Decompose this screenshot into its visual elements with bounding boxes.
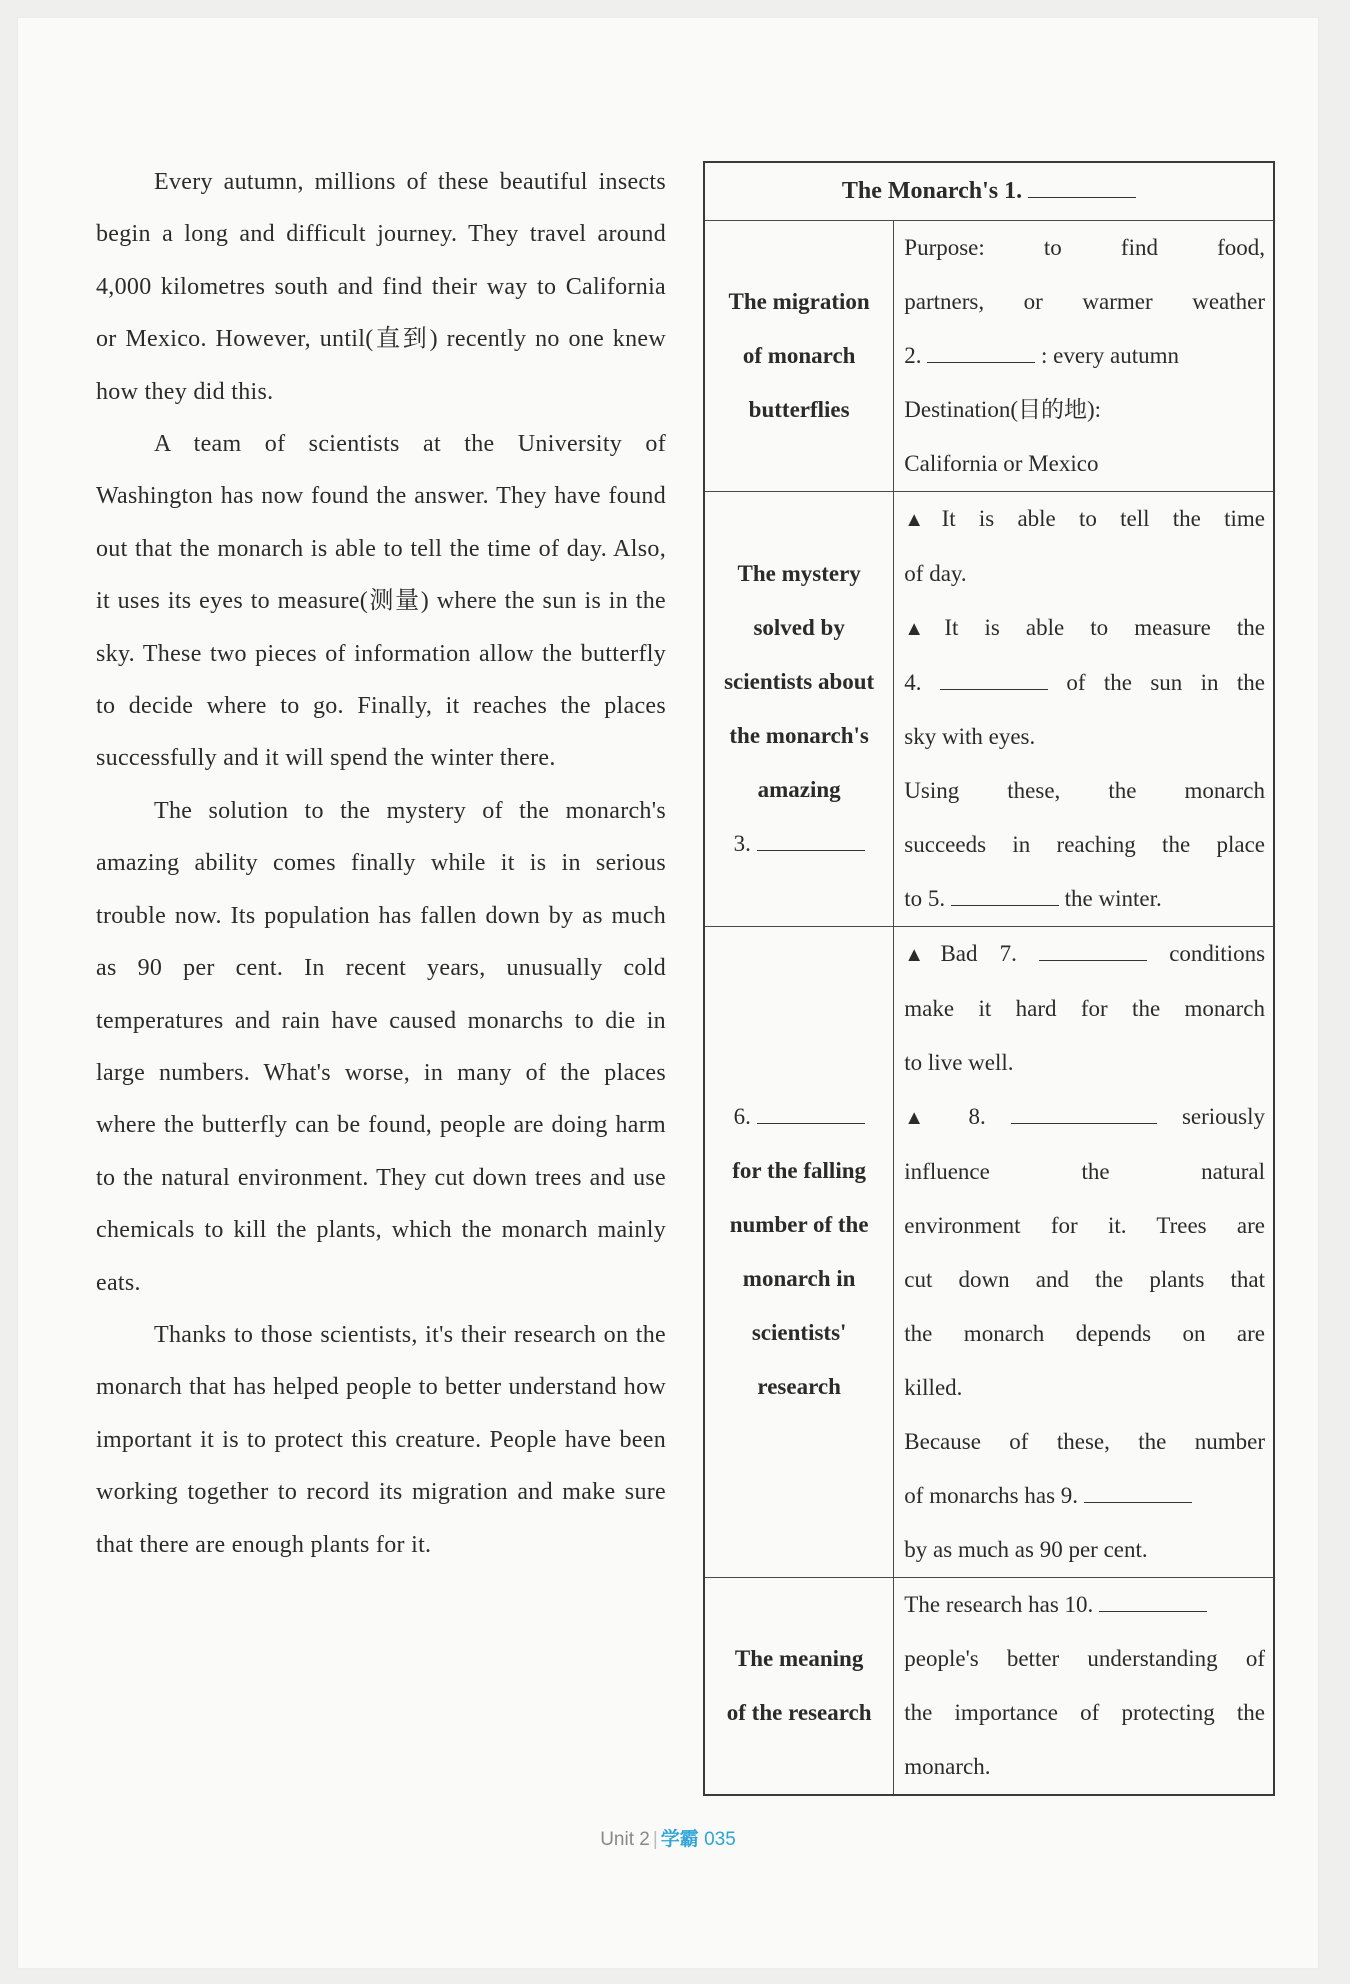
page-footer: Unit 2 | 学霸 035: [600, 1829, 736, 1850]
row-heading-meaning: The meaning of the research: [704, 1578, 894, 1796]
answer-blank-7[interactable]: [1039, 942, 1147, 961]
table-row-mystery: [704, 492, 1274, 927]
row-heading-mystery: The mystery solved by scientists about the monarch's amazing 3.: [704, 492, 894, 927]
table-row-meaning: [704, 1578, 1274, 1796]
footer-unit: Unit 2: [600, 1829, 650, 1850]
answer-blank-6[interactable]: [757, 1105, 865, 1124]
answer-blank-5[interactable]: [951, 887, 1059, 906]
reading-passage: [96, 156, 666, 1571]
paragraph-2: A team of scientists at the University of Washington has now found the answer. They have found out that the monarch is able to tell the time of day. Also, it uses its eyes to measure(测量) where the sun is in the sky. These two pieces of information allow the butterfly to decide where to go. Finally, it reaches the places successfully and it will spend the winter there.: [96, 431, 666, 772]
answer-blank-9[interactable]: [1084, 1484, 1192, 1503]
row-content-reasons: ▲Bad 7. conditions make it hard for the monarch to live well. ▲ 8. seriously influence the natural environment for it. Trees are cut down and the plants that the monarch depends on are killed. Because of these, the number of monarchs has 9. by as much as 90 per cent.: [894, 927, 1274, 1578]
row-heading-migration: The migration of monarch butterflies: [704, 221, 894, 492]
footer-page-number: 035: [704, 1829, 736, 1850]
paragraph-3: The solution to the mystery of the monarch's amazing ability comes finally while it is in serious trouble now. Its population has fallen down by as much as 90 per cent. In recent years, unusually cold temperatures and rain have caused monarchs to die in large numbers. What's worse, in many of the places where the butterfly can be found, people are doing harm to the natural environment. They cut down trees and use chemicals to kill the plants, which the monarch mainly eats.: [96, 797, 666, 1296]
answer-blank-2[interactable]: [927, 344, 1035, 363]
table-row-migration: [704, 221, 1274, 492]
row-content-meaning: The research has 10. people's better understanding of the importance of protecting the monarch.: [894, 1578, 1274, 1796]
row-content-mystery: ▲It is able to tell the time of day. ▲It is able to measure the 4. of the sun in the sky with eyes. Using these, the monarch succeeds in reaching the place to 5. the winter.: [894, 492, 1274, 927]
answer-blank-10[interactable]: [1099, 1593, 1207, 1612]
table-row-reasons: [704, 927, 1274, 1578]
answer-blank-1[interactable]: [1028, 179, 1136, 198]
row-heading-reasons: 6. for the falling number of the monarch in scientists' research: [704, 927, 894, 1578]
footer-brand: 学霸: [660, 1829, 699, 1850]
paragraph-1: Every autumn, millions of these beautiful insects begin a long and difficult journey. They travel around 4,000 kilometres south and find their way to California or Mexico. However, until(直到) recently no one knew how they did this.: [96, 169, 666, 405]
answer-blank-4[interactable]: [940, 671, 1048, 690]
triangle-bullet-icon: ▲: [904, 944, 941, 966]
triangle-bullet-icon: ▲: [904, 618, 945, 640]
answer-blank-8[interactable]: [1011, 1105, 1157, 1124]
answer-blank-3[interactable]: [757, 832, 865, 851]
triangle-bullet-icon: ▲: [904, 1107, 944, 1129]
summary-table: [703, 161, 1275, 1796]
workbook-page: [18, 18, 1318, 1968]
triangle-bullet-icon: ▲: [904, 509, 942, 531]
table-title: The Monarch's 1.: [704, 162, 1274, 221]
paragraph-4: Thanks to those scientists, it's their research on the monarch that has helped people to better understand how important it is to protect this creature. People have been working together to record its migration and make sure that there are enough plants for it.: [96, 1321, 666, 1558]
row-content-migration: Purpose: to find food, partners, or warmer weather 2. : every autumn Destination(目的地): California or Mexico: [894, 221, 1274, 492]
